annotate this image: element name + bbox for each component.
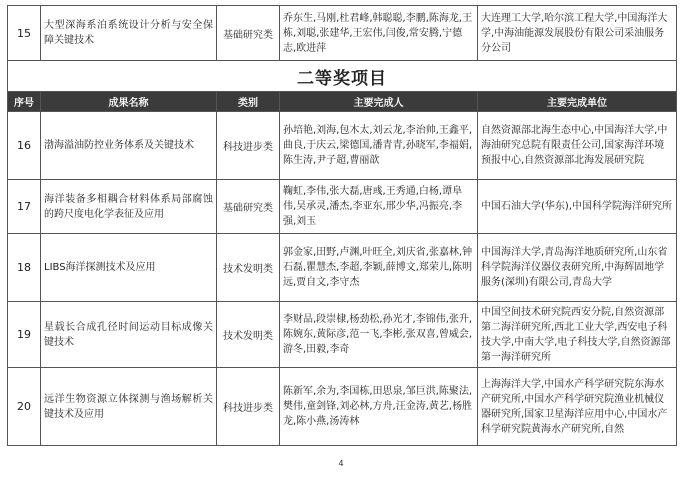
- achievement-name: 大型深海系泊系统设计分析与安全保障关键技术: [41, 6, 217, 61]
- table-row: [8, 112, 677, 180]
- main-contributors: 郭金家,田野,卢渊,叶旺全,刘庆省,张嘉林,钟石磊,瞿慧杰,李超,李颖,薛博文,郑荣儿,陈明远,贾自文,李守杰: [280, 234, 478, 302]
- award-category: 技术发明类: [217, 302, 280, 368]
- main-contributors: 陈新军,余为,李国栋,田思泉,邹巨洪,陈聚法,樊伟,童剑锋,刘必林,方舟,汪金涛,黄艺,杨胜龙,陈小燕,汤涛林: [280, 368, 478, 446]
- row-number: 20: [8, 368, 41, 446]
- section-title-row: [8, 61, 677, 92]
- main-institutions: 自然资源部北海生态中心,中国海洋大学,中海油研究总院有限责任公司,国家海洋环境预报中心,自然资源部北海发展研究院: [478, 112, 677, 180]
- main-institutions: 中国石油大学(华东),中国科学院海洋研究所: [478, 180, 677, 234]
- row-number: 16: [8, 112, 41, 180]
- award-category: 科技进步类: [217, 368, 280, 446]
- main-institutions: 中国空间技术研究院西安分院,自然资源部第二海洋研究所,西北工业大学,西安电子科技大学,中南大学,电子科技大学,自然资源部第一海洋研究所: [478, 302, 677, 368]
- main-institutions: 中国海洋大学,青岛海洋地质研究所,山东省科学院海洋仪器仪表研究所,中海辉固地学服务(深圳)有限公司,青岛大学: [478, 234, 677, 302]
- table-row: [8, 180, 677, 234]
- row-number: 17: [8, 180, 41, 234]
- table-row: [8, 302, 677, 368]
- award-category: 科技进步类: [217, 112, 280, 180]
- achievement-name: 海洋装备多相耦合材料体系局部腐蚀的跨尺度电化学表征及应用: [41, 180, 217, 234]
- section-title: 二等奖项目: [8, 61, 677, 92]
- achievement-name: 远洋生物资源立体探测与渔场解析关键技术及应用: [41, 368, 217, 446]
- header-category: 类别: [217, 92, 280, 112]
- award-category: 基础研究类: [217, 180, 280, 234]
- row-number: 19: [8, 302, 41, 368]
- main-contributors: 孙培艳,刘海,包木太,刘云龙,李治帅,王鑫平,曲良,于庆云,梁德国,潘青青,孙晓军,李福娟,陈生涛,尹子超,曹丽歆: [280, 112, 478, 180]
- main-institutions: 大连理工大学,哈尔滨工程大学,中国海洋大学,中海油能源发展股份有限公司采油服务分公司: [478, 6, 677, 61]
- table-row: [8, 6, 677, 61]
- page-number: 4: [338, 459, 344, 468]
- row-number: 18: [8, 234, 41, 302]
- header-institutions: 主要完成单位: [478, 92, 677, 112]
- row-number: 15: [8, 6, 41, 61]
- award-category: 基础研究类: [217, 6, 280, 61]
- achievement-name: LIBS海洋探测技术及应用: [41, 234, 217, 302]
- achievement-name: 星载长合成孔径时间运动目标成像关键技术: [41, 302, 217, 368]
- award-category: 技术发明类: [217, 234, 280, 302]
- table-row: [8, 234, 677, 302]
- main-contributors: 乔东生,马刚,杜君峰,韩聪聪,李鹏,陈海龙,王栋,刘聪,张建华,王宏伟,闫俊,常安腾,宁德志,欧进萍: [280, 6, 478, 61]
- table-row: [8, 368, 677, 446]
- awards-table: [7, 5, 677, 446]
- main-contributors: 李财品,段崇棣,杨劲松,孙光才,李锦伟,张升,陈婉东,黄际彦,范一飞,李彬,张双喜,曾威会,游冬,田毅,李奇: [280, 302, 478, 368]
- header-contributors: 主要完成人: [280, 92, 478, 112]
- main-institutions: 上海海洋大学,中国水产科学研究院东海水产研究所,中国水产科学研究院渔业机械仪器研究所,国家卫星海洋应用中心,中国水产科学研究院黄海水产研究所,自然: [478, 368, 677, 446]
- achievement-name: 渤海溢油防控业务体系及关键技术: [41, 112, 217, 180]
- table-header-row: [8, 92, 677, 112]
- header-number: 序号: [8, 92, 41, 112]
- header-name: 成果名称: [41, 92, 217, 112]
- main-contributors: 鞠虹,李伟,张大磊,唐彧,王秀通,白杨,谭阜伟,吴承灵,潘杰,李亚东,邢少华,冯振亮,李强,刘玉: [280, 180, 478, 234]
